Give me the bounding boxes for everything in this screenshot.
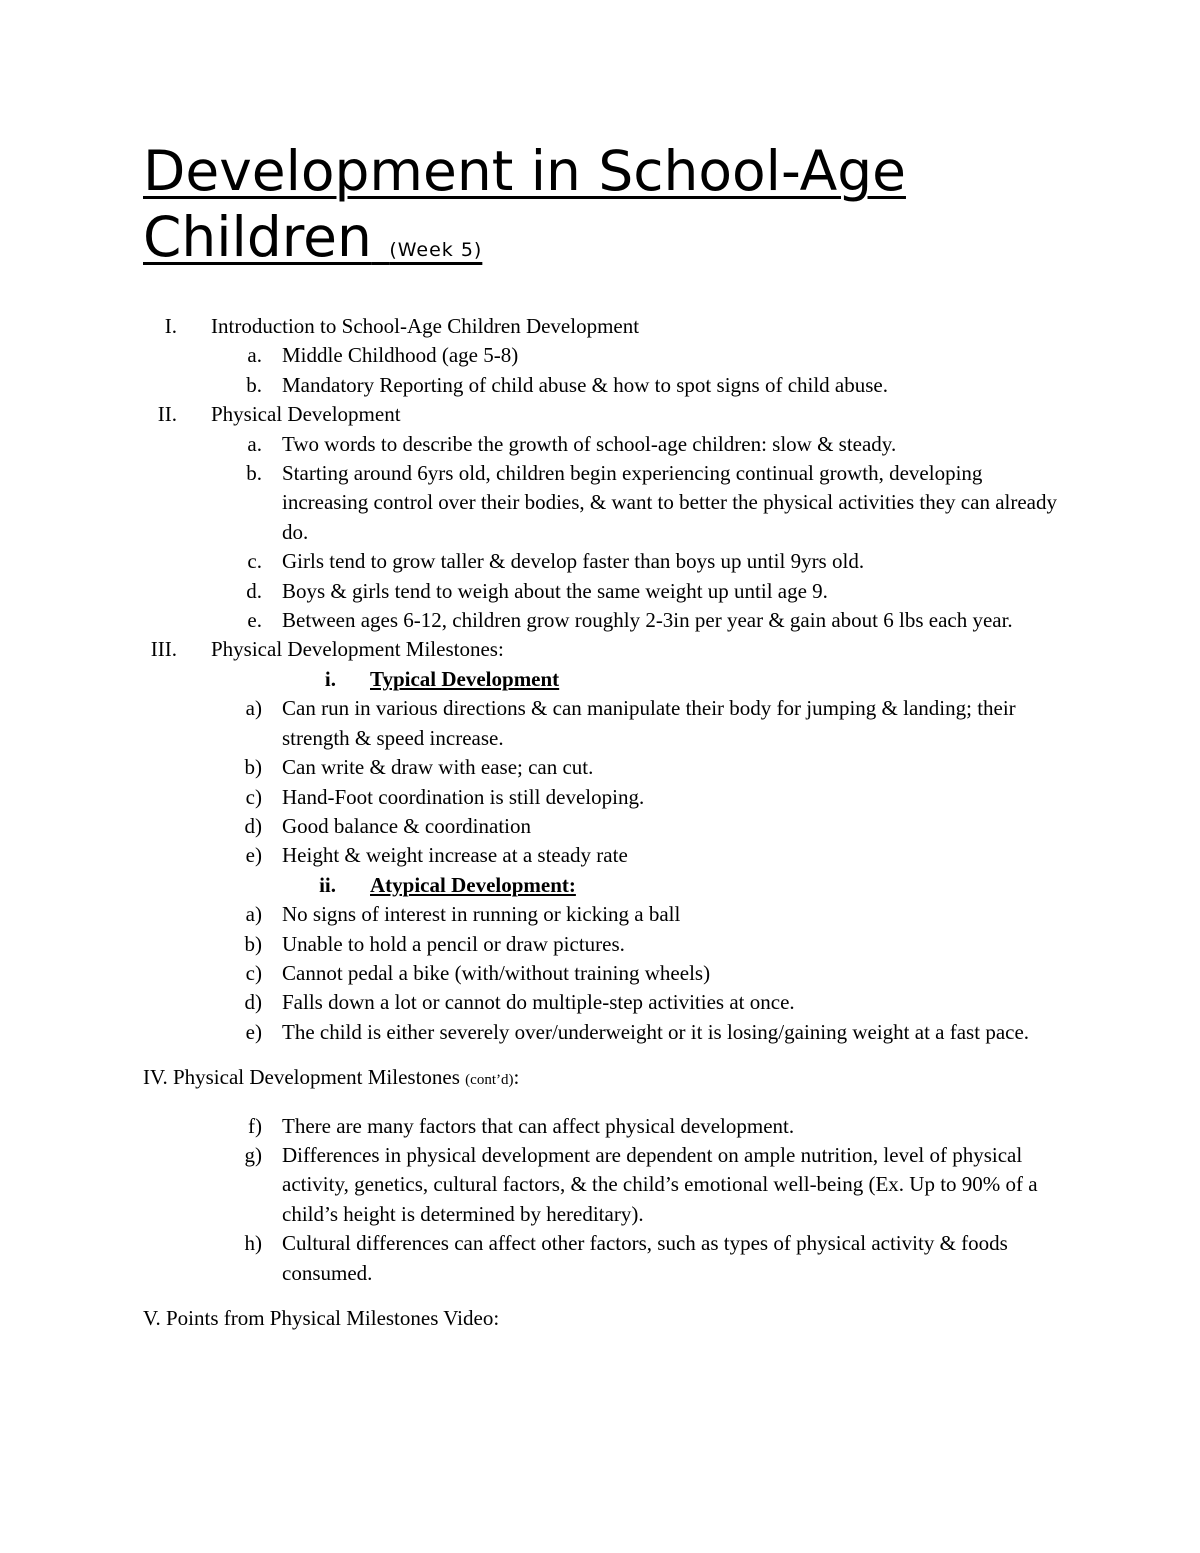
list-item-text: The child is either severely over/underweight or it is losing/gaining weight at a fast pace. [282,1019,1030,1044]
list-marker: b. [246,461,262,486]
list-marker: g) [244,1142,262,1167]
list-item-text: Good balance & coordination [282,813,532,838]
list-marker: c) [245,960,262,985]
section-marker: IV. [143,1065,168,1090]
list-marker: f) [248,1113,262,1138]
section-heading [143,1063,1200,1095]
section-heading-text: Physical Development Milestones: [211,637,504,662]
list-item [0,577,1200,606]
list-item-text: Mandatory Reporting of child abuse & how to spot signs of child abuse. [282,372,888,397]
list-item-text: Two words to describe the growth of school-age children: slow & steady. [282,431,897,456]
list-item [0,1112,1200,1141]
list-marker: d) [244,990,262,1015]
list-marker: b) [244,755,262,780]
subsection-heading-text: Atypical Development: [370,872,576,897]
list-marker: b. [246,372,262,397]
list-item [0,341,1200,370]
list-item [0,371,1200,400]
section-marker: III. [150,637,177,662]
list-item-text: Cannot pedal a bike (with/without training wheels) [282,960,711,985]
list-item-text: Height & weight increase at a steady rate [282,843,628,868]
list-marker: e) [245,843,262,868]
list-item-text: Starting around 6yrs old, children begin experiencing continual growth, developing increasing control over their bodies, & want to better the physical activities they can already do. [282,461,1057,544]
list-item [0,1018,1200,1047]
list-marker: e) [245,1019,262,1044]
list-marker: a) [245,902,262,927]
list-item [0,1229,1200,1288]
list-marker: b) [244,931,262,956]
subsection-heading [0,665,1200,694]
list-item-text: Hand-Foot coordination is still developing. [282,784,645,809]
section-heading-text: Physical Development [211,402,401,427]
document-title [143,138,1043,283]
list-item-text: There are many factors that can affect physical development. [282,1113,795,1138]
list-item-text: Can run in various directions & can manipulate their body for jumping & landing; their strength & speed increase. [282,696,1016,750]
list-item-text: Cultural differences can affect other factors, such as types of physical activity & foods consumed. [282,1231,1008,1285]
subsection-heading-text: Typical Development [370,666,560,691]
list-marker: c. [247,549,262,574]
list-item-text: Boys & girls tend to weigh about the same weight up until age 9. [282,578,828,603]
list-marker: d) [244,813,262,838]
list-item [0,900,1200,929]
list-marker: e. [247,608,262,633]
list-item-text: Unable to hold a pencil or draw pictures. [282,931,625,956]
list-item-text: Can write & draw with ease; can cut. [282,755,594,780]
list-item-text: No signs of interest in running or kicking a ball [282,902,681,927]
list-item-text: Girls tend to grow taller & develop faster than boys up until 9yrs old. [282,549,865,574]
list-marker: h) [244,1231,262,1256]
section-heading-text: Physical Development Milestones [172,1065,460,1090]
list-item [0,959,1200,988]
section-heading [0,312,1200,341]
section-heading [0,635,1200,664]
list-item-text: Between ages 6-12, children grow roughly 2-3in per year & gain about 6 lbs each year. [282,608,1013,633]
section-heading [0,400,1200,429]
list-marker: c) [245,784,262,809]
list-item [0,783,1200,812]
list-marker: a. [247,343,262,368]
list-item [0,812,1200,841]
section-heading-text: Points from Physical Milestones Video: [165,1306,500,1330]
subsection-marker: i. [324,666,336,691]
list-item [0,430,1200,459]
list-item [0,841,1200,870]
section-heading-text: Introduction to School-Age Children Development [211,314,640,338]
section-heading [143,1304,1200,1333]
section-heading-suffix: : [513,1065,520,1090]
list-item [0,930,1200,959]
list-marker: a) [245,696,262,721]
list-item [0,547,1200,576]
list-item [0,459,1200,547]
subsection-heading [0,871,1200,900]
list-marker: a. [247,431,262,456]
list-item-text: Differences in physical development are dependent on ample nutrition, level of physical activity, genetics, cultural factors, & the child’s emotional well-being (Ex. Up to 90% of a child’s height is determined by hereditary). [282,1142,1038,1226]
list-item [0,988,1200,1017]
section-marker: V. [143,1306,161,1330]
section-heading-note: (cont’d) [465,1072,514,1089]
list-item [0,1141,1200,1229]
list-item-text: Middle Childhood (age 5-8) [282,343,519,368]
list-item [0,753,1200,782]
section-marker: I. [164,314,177,338]
list-item [0,606,1200,635]
list-marker: d. [246,578,262,603]
list-item-text: Falls down a lot or cannot do multiple-step activities at once. [282,990,795,1015]
outline [0,312,1200,1333]
list-item [0,694,1200,753]
title-main: Development in School-Age Children [143,139,906,269]
section-marker: II. [157,402,177,427]
title-week: (Week 5) [389,239,483,261]
subsection-marker: ii. [319,872,336,897]
